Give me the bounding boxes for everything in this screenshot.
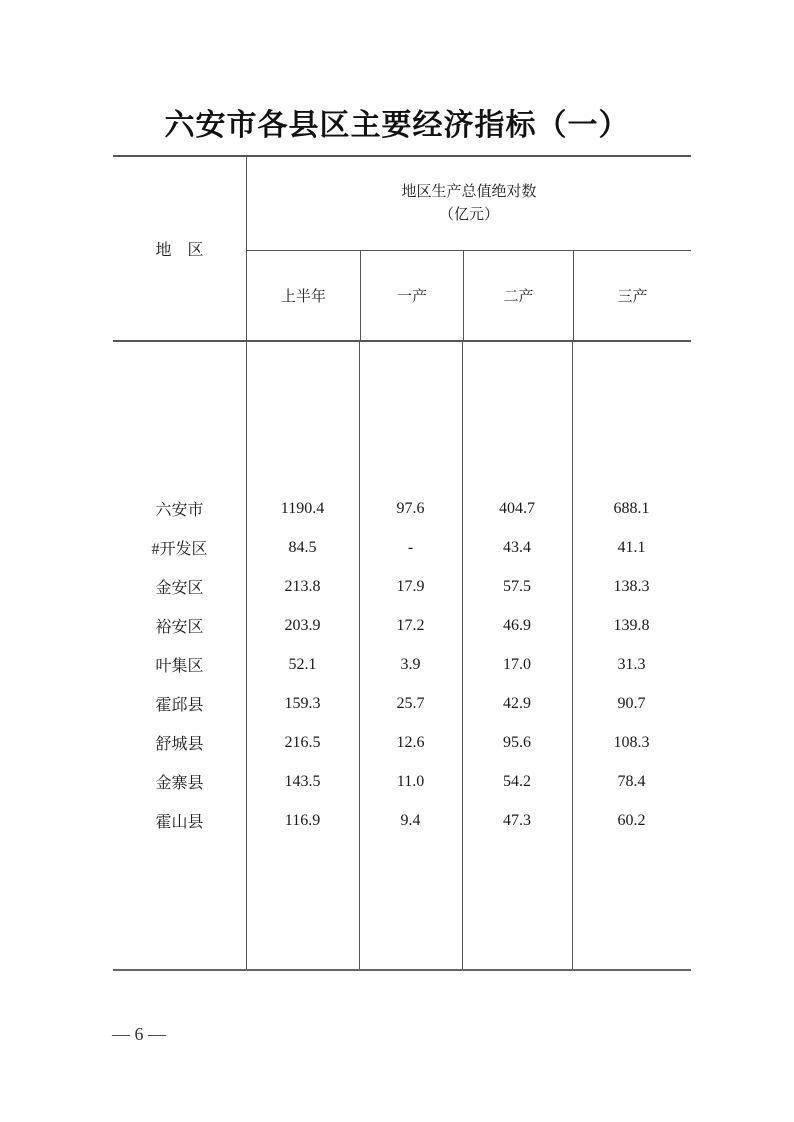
value-cell: 688.1 [613, 499, 650, 517]
sub-header-primary-industry: 一产 [360, 251, 463, 340]
value-cell: 90.7 [617, 694, 646, 712]
table-row [113, 684, 691, 723]
table-row [113, 645, 691, 684]
table-row [113, 606, 691, 645]
value-cell: 139.8 [613, 616, 650, 634]
value-cell: 11.0 [396, 772, 425, 790]
value-cell: 54.2 [503, 772, 531, 790]
value-cell: 52.1 [288, 655, 317, 673]
value-cell: 1190.4 [280, 499, 325, 517]
value-cell: - [407, 538, 414, 556]
region-cell: #开发区 [151, 541, 208, 558]
economic-indicators-table [113, 155, 691, 971]
value-cell: 17.0 [503, 655, 531, 673]
value-cell: 404.7 [499, 499, 535, 517]
value-cell: 138.3 [613, 577, 650, 595]
gdp-group-header [247, 157, 691, 251]
region-cell: 霍山县 [155, 814, 204, 831]
page-title: 六安市各县区主要经济指标（一） [164, 109, 630, 142]
region-cell: 金寨县 [155, 775, 204, 792]
value-cell: 108.3 [613, 733, 650, 751]
value-cell: 57.5 [503, 577, 531, 595]
table-header [113, 155, 691, 342]
value-cell: 43.4 [503, 538, 531, 556]
header-gdp-group [246, 157, 691, 340]
page-number: — 6 — [112, 1024, 166, 1044]
value-cell: 42.9 [503, 694, 531, 712]
table-row [113, 723, 691, 762]
value-cell: 60.2 [617, 811, 646, 829]
value-cell: 3.9 [400, 655, 421, 673]
value-cell: 17.9 [396, 577, 425, 595]
value-cell: 12.6 [396, 733, 425, 751]
table-row [113, 567, 691, 606]
sub-header-row [247, 251, 691, 340]
value-cell: 25.7 [396, 694, 425, 712]
value-cell: 9.4 [400, 811, 421, 829]
region-cell: 舒城县 [155, 736, 204, 753]
region-cell: 六安市 [155, 502, 204, 519]
region-cell: 叶集区 [155, 658, 204, 675]
sub-header-secondary-industry: 二产 [463, 251, 573, 340]
value-cell: 116.9 [284, 811, 321, 829]
value-cell: 159.3 [284, 694, 321, 712]
region-cell: 裕安区 [155, 619, 204, 636]
value-cell: 47.3 [503, 811, 531, 829]
value-cell: 97.6 [396, 499, 425, 517]
value-cell: 143.5 [284, 772, 321, 790]
value-cell: 216.5 [284, 733, 321, 751]
value-cell: 84.5 [288, 538, 317, 556]
value-cell: 95.6 [503, 733, 531, 751]
table-row [113, 762, 691, 801]
value-cell: 41.1 [617, 538, 646, 556]
value-cell: 17.2 [396, 616, 425, 634]
table-body [113, 342, 691, 971]
value-cell: 203.9 [284, 616, 321, 634]
table-row [113, 801, 691, 840]
value-cell: 213.8 [284, 577, 321, 595]
table-rows [113, 489, 691, 840]
header-region-cell: 地 区 [155, 242, 204, 259]
value-cell: 46.9 [503, 616, 531, 634]
sub-header-tertiary-industry: 三产 [573, 251, 691, 340]
value-cell: 78.4 [617, 772, 646, 790]
region-cell: 金安区 [155, 580, 204, 597]
gdp-header-line1: 地区生产总值绝对数 [401, 183, 537, 200]
value-cell: 31.3 [617, 655, 646, 673]
table-row [113, 489, 691, 528]
region-cell: 霍邱县 [155, 697, 204, 714]
gdp-header-unit: （亿元） [438, 206, 499, 223]
table-row [113, 528, 691, 567]
sub-header-first-half: 上半年 [280, 288, 326, 305]
